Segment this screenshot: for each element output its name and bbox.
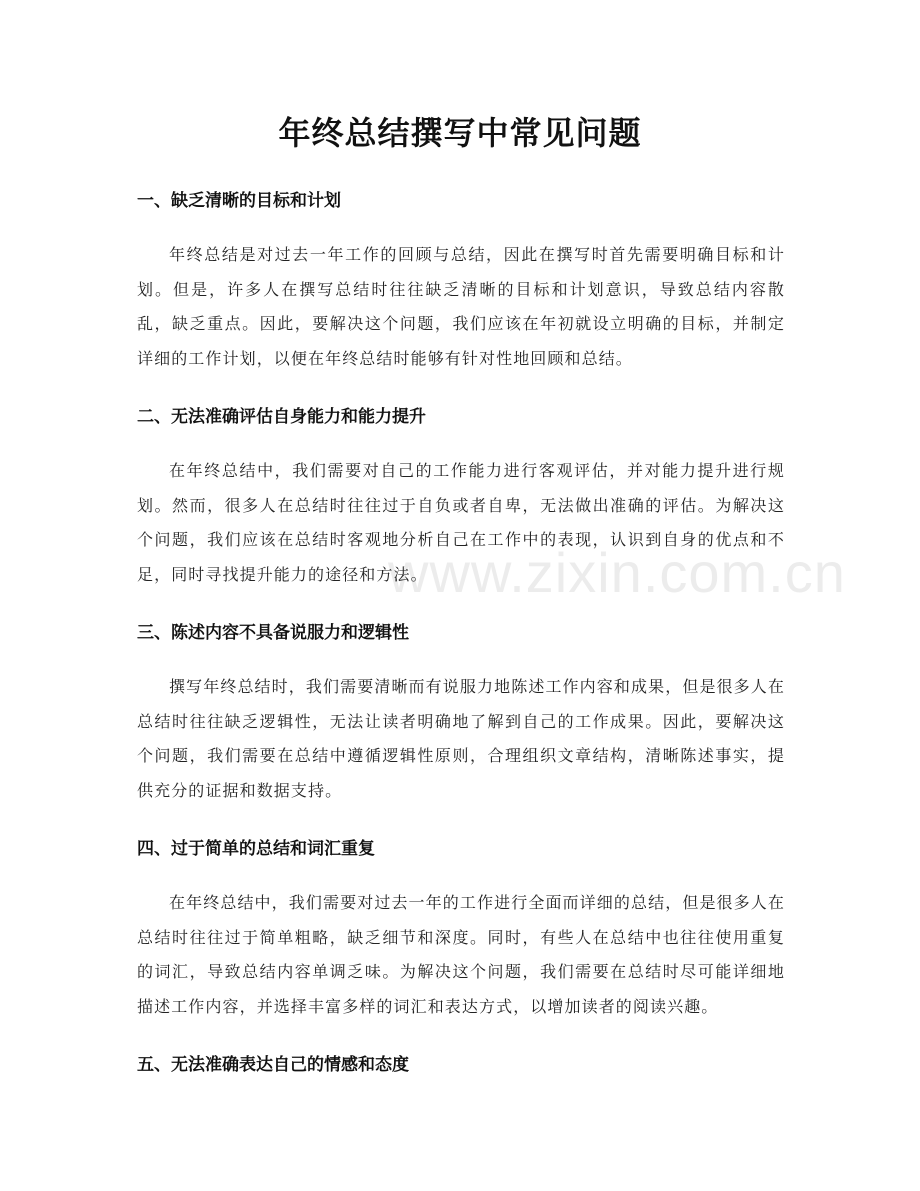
document-title: 年终总结撰写中常见问题 — [278, 114, 642, 152]
section-paragraph: 撰写年终总结时，我们需要清晰而有说服力地陈述工作内容和成果，但是很多人在总结时往往缺乏逻辑性，无法让读者明确地了解到自己的工作成果。因此，要解决这个问题，我们需要在总结中遵循逻辑性原则，合理组织文章结构，清晰陈述事实，提供充分的证据和数据支持。 — [137, 677, 785, 800]
section-paragraph: 在年终总结中，我们需要对过去一年的工作进行全面而详细的总结，但是很多人在总结时往往过于简单粗略，缺乏细节和深度。同时，有些人在总结中也往往使用重复的词汇，导致总结内容单调乏味。为解决这个问题，我们需要在总结时尽可能详细地描述工作内容，并选择丰富多样的词汇和表达方式，以增加读者的阅读兴趣。 — [137, 893, 785, 1016]
section-3 — [137, 618, 785, 808]
section-4 — [137, 834, 785, 1024]
section-paragraph: 在年终总结中，我们需要对自己的工作能力进行客观评估，并对能力提升进行规划。然而，很多人在总结时往往过于自负或者自卑，无法做出准确的评估。为解决这个问题，我们应该在总结时客观地分析自己在工作中的表现，认识到自身的优点和不足，同时寻找提升能力的途径和方法。 — [137, 461, 785, 584]
document-body — [137, 186, 785, 1102]
section-2 — [137, 402, 785, 592]
section-heading: 三、陈述内容不具备说服力和逻辑性 — [137, 623, 409, 643]
section-paragraph: 年终总结是对过去一年工作的回顾与总结，因此在撰写时首先需要明确目标和计划。但是，许多人在撰写总结时往往缺乏清晰的目标和计划意识，导致总结内容散乱，缺乏重点。因此，要解决这个问题，我们应该在年初就设立明确的目标，并制定详细的工作计划，以便在年终总结时能够有针对性地回顾和总结。 — [137, 245, 785, 368]
section-heading: 五、无法准确表达自己的情感和态度 — [137, 1055, 409, 1075]
section-heading: 四、过于简单的总结和词汇重复 — [137, 839, 375, 859]
section-heading: 一、缺乏清晰的目标和计划 — [137, 191, 341, 211]
watermark-text: www.zixin.com.cn — [388, 541, 846, 604]
section-heading: 二、无法准确评估自身能力和能力提升 — [137, 407, 426, 427]
section-1 — [137, 186, 785, 376]
section-5 — [137, 1050, 785, 1080]
